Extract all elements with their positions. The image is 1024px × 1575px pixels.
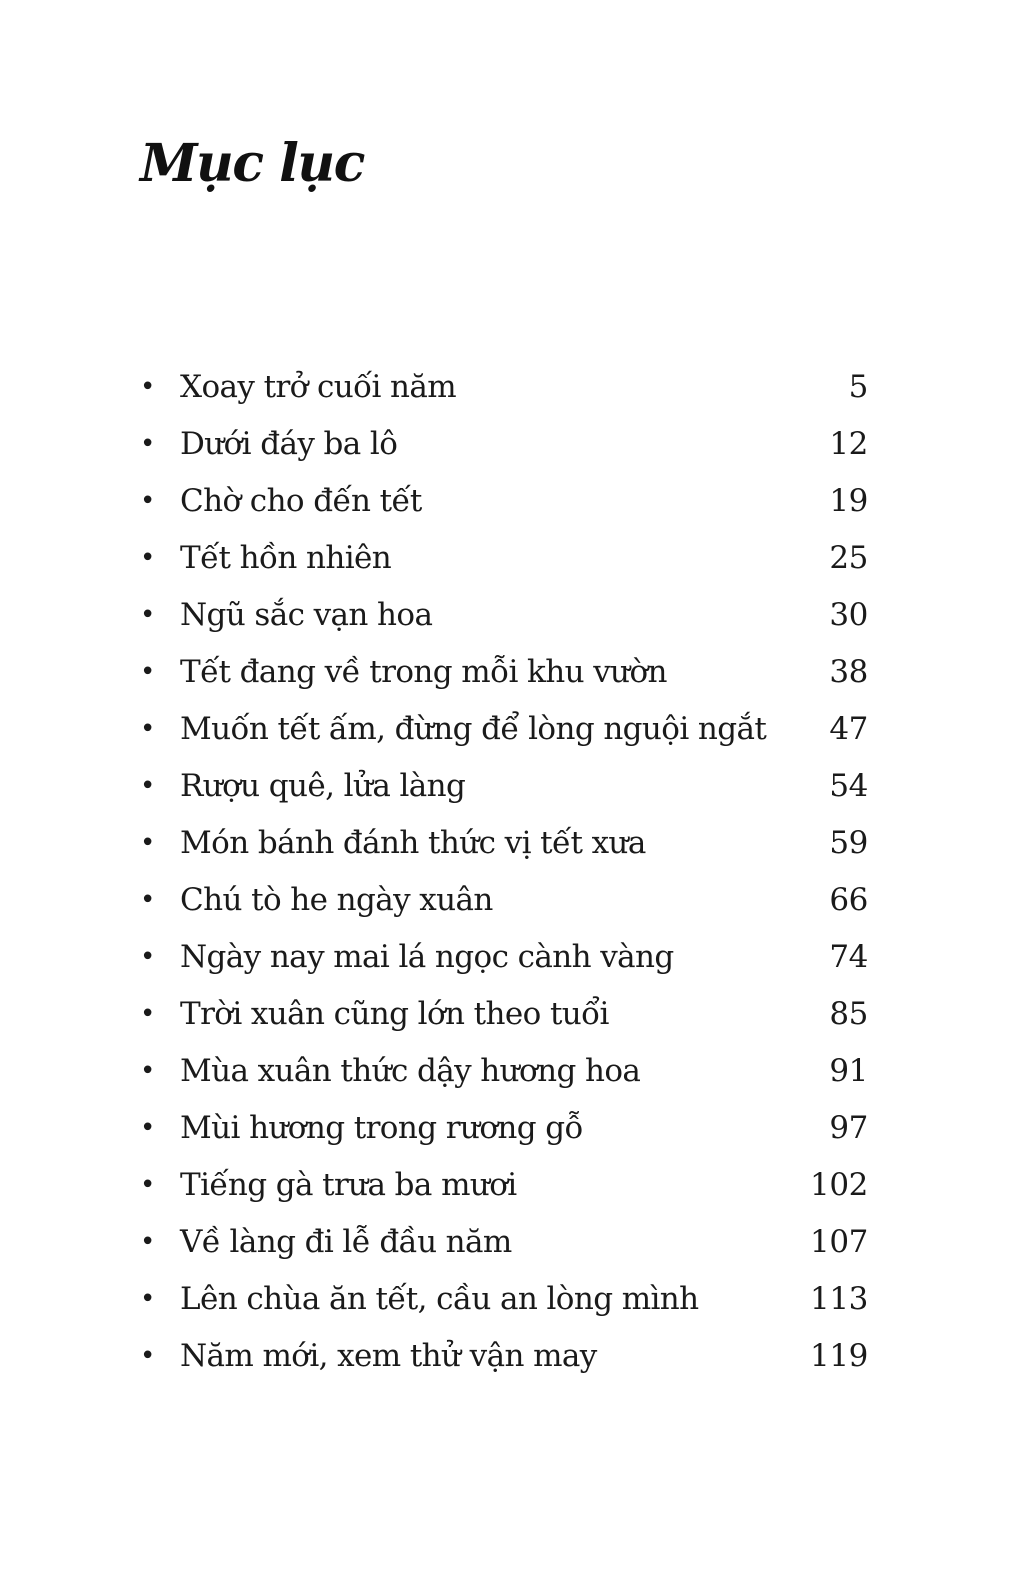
- toc-entry-title: Rượu quê, lửa làng: [180, 768, 466, 804]
- toc-entry[interactable]: [140, 872, 868, 929]
- toc-entry-title: Dưới đáy ba lô: [180, 426, 398, 462]
- toc-entry-title: Món bánh đánh thức vị tết xưa: [180, 825, 646, 861]
- toc-entry-page: 19: [829, 483, 868, 519]
- toc-entry[interactable]: [140, 359, 868, 416]
- bullet-icon: •: [140, 771, 156, 801]
- toc-entry-page: 102: [810, 1167, 868, 1203]
- bullet-icon: •: [140, 1056, 156, 1086]
- toc-entry-title: Muốn tết ấm, đừng để lòng nguội ngắt: [180, 711, 767, 747]
- toc-entry-page: 91: [829, 1053, 868, 1089]
- toc-entry[interactable]: [140, 758, 868, 815]
- toc-entry-title: Năm mới, xem thử vận may: [180, 1338, 597, 1374]
- toc-entry-title: Mùi hương trong rương gỗ: [180, 1110, 583, 1146]
- toc-entry-page: 113: [810, 1281, 868, 1317]
- toc-entry[interactable]: [140, 1328, 868, 1385]
- toc-entry-page: 12: [829, 426, 868, 462]
- toc-entry-page: 47: [829, 711, 868, 747]
- toc-entry-page: 30: [829, 597, 868, 633]
- bullet-icon: •: [140, 429, 156, 459]
- toc-entry-title: Chú tò he ngày xuân: [180, 882, 493, 918]
- bullet-icon: •: [140, 1341, 156, 1371]
- toc-entry[interactable]: [140, 701, 868, 758]
- toc-entry-title: Xoay trở cuối năm: [180, 369, 457, 405]
- toc-entry-page: 66: [829, 882, 868, 918]
- toc-entry-title: Tết hồn nhiên: [180, 540, 392, 576]
- toc-entry[interactable]: [140, 644, 868, 701]
- bullet-icon: •: [140, 657, 156, 687]
- bullet-icon: •: [140, 1227, 156, 1257]
- toc-entry-title: Tết đang về trong mỗi khu vườn: [180, 654, 667, 690]
- toc-entry[interactable]: [140, 587, 868, 644]
- table-of-contents: [140, 359, 868, 1385]
- toc-entry-page: 25: [829, 540, 868, 576]
- toc-entry-page: 59: [829, 825, 868, 861]
- toc-entry-page: 97: [829, 1110, 868, 1146]
- bullet-icon: •: [140, 714, 156, 744]
- toc-entry-page: 107: [810, 1224, 868, 1260]
- toc-entry[interactable]: [140, 1271, 868, 1328]
- toc-entry[interactable]: [140, 929, 868, 986]
- toc-entry-title: Mùa xuân thức dậy hương hoa: [180, 1053, 641, 1089]
- toc-entry[interactable]: [140, 1157, 868, 1214]
- bullet-icon: •: [140, 999, 156, 1029]
- toc-entry-title: Ngày nay mai lá ngọc cành vàng: [180, 939, 674, 975]
- toc-entry-page: 74: [829, 939, 868, 975]
- toc-entry-title: Về làng đi lễ đầu năm: [180, 1224, 512, 1260]
- bullet-icon: •: [140, 1284, 156, 1314]
- toc-entry[interactable]: [140, 530, 868, 587]
- bullet-icon: •: [140, 372, 156, 402]
- toc-entry-title: Lên chùa ăn tết, cầu an lòng mình: [180, 1281, 699, 1317]
- toc-entry[interactable]: [140, 1043, 868, 1100]
- toc-entry[interactable]: [140, 473, 868, 530]
- toc-entry-title: Tiếng gà trưa ba mươi: [180, 1167, 517, 1203]
- toc-entry-title: Chờ cho đến tết: [180, 483, 422, 519]
- toc-entry[interactable]: [140, 986, 868, 1043]
- toc-entry-page: 38: [829, 654, 868, 690]
- bullet-icon: •: [140, 828, 156, 858]
- toc-entry-page: 119: [810, 1338, 868, 1374]
- toc-entry[interactable]: [140, 815, 868, 872]
- bullet-icon: •: [140, 543, 156, 573]
- toc-entry[interactable]: [140, 1100, 868, 1157]
- bullet-icon: •: [140, 600, 156, 630]
- bullet-icon: •: [140, 1170, 156, 1200]
- toc-entry-page: 5: [848, 369, 868, 405]
- toc-entry[interactable]: [140, 1214, 868, 1271]
- toc-entry-page: 54: [829, 768, 868, 804]
- bullet-icon: •: [140, 885, 156, 915]
- toc-entry-page: 85: [829, 996, 868, 1032]
- bullet-icon: •: [140, 1113, 156, 1143]
- page-title: Mục lục: [140, 133, 364, 194]
- toc-entry-title: Ngũ sắc vạn hoa: [180, 597, 433, 633]
- bullet-icon: •: [140, 942, 156, 972]
- bullet-icon: •: [140, 486, 156, 516]
- toc-entry[interactable]: [140, 416, 868, 473]
- toc-entry-title: Trời xuân cũng lớn theo tuổi: [180, 996, 609, 1032]
